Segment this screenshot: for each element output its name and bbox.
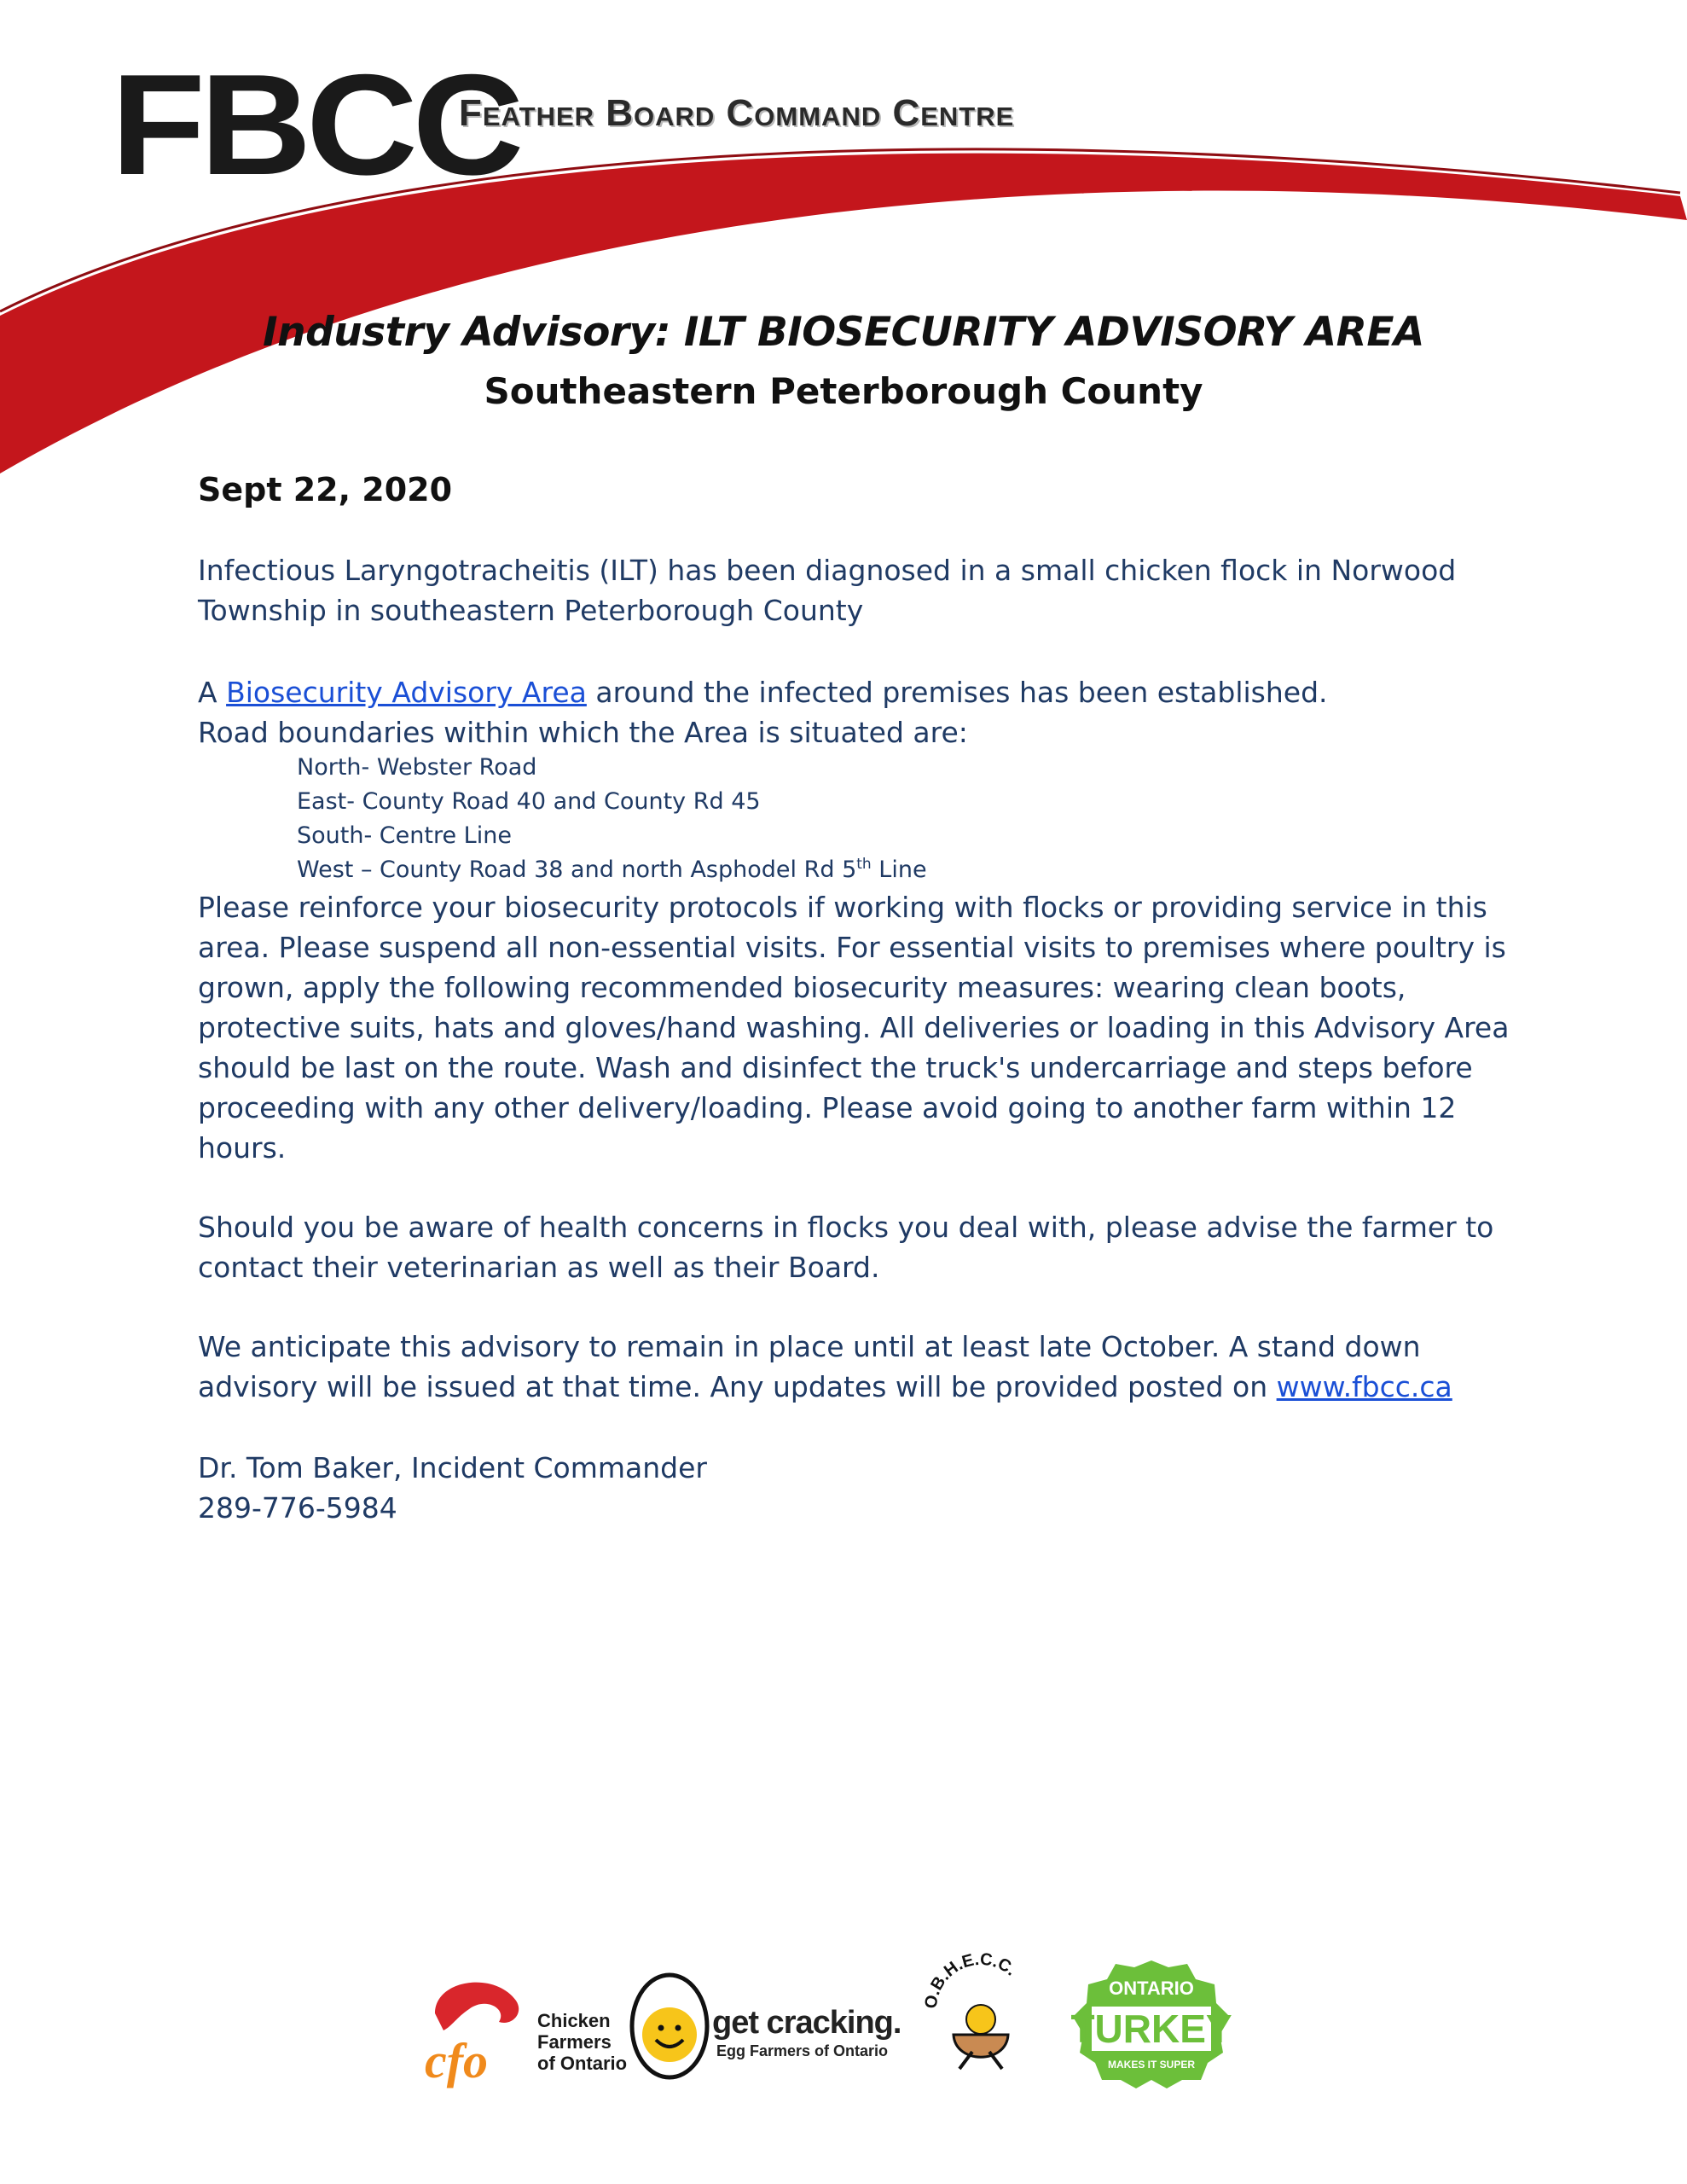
road-west [297, 853, 927, 887]
paragraph-diagnosis: Infectious Laryngotracheitis (ILT) has been diagnosed in a small chicken flock in Norwood Township in southeastern Peterborough County [198, 554, 1457, 627]
fbcc-logo: FBCC [111, 44, 519, 205]
footer-logos [409, 1937, 1279, 2107]
egg-smiley-icon [627, 1966, 712, 2082]
ontario-turkey-logo-icon [1066, 1955, 1237, 2092]
p2-suffix: around the infected premises has been established. [586, 676, 1328, 709]
road-west-suffix: Line [871, 857, 927, 883]
turkey-sub-text: MAKES IT SUPER [1107, 2059, 1196, 2071]
biosecurity-advisory-area-link[interactable]: Biosecurity Advisory Area [226, 676, 587, 709]
turkey-top-text: ONTARIO [1109, 1978, 1194, 1999]
road-east: East- County Road 40 and County Rd 45 [297, 788, 761, 815]
road-west-sup: th [856, 856, 872, 873]
cfo-logo-icon [418, 1962, 537, 2090]
cfo-name [537, 2010, 627, 2074]
obhecc-logo-icon [921, 1941, 1041, 2099]
road-west-text: West – County Road 38 and north Asphodel Rd 5 [297, 857, 857, 883]
p2-prefix: A [198, 676, 227, 709]
cfo-line1: Chicken [537, 2010, 611, 2031]
road-north: North- Webster Road [297, 754, 537, 781]
advisory-date: Sept 22, 2020 [198, 471, 453, 508]
logo-tagline: Feather Board Command Centre [459, 92, 1015, 134]
road-south: South- Centre Line [297, 822, 512, 849]
egg-farmers-subtitle: Egg Farmers of Ontario [716, 2042, 889, 2059]
advisory-title: Industry Advisory: ILT BIOSECURITY ADVISORY AREA [263, 309, 1424, 356]
cfo-line3: of Ontario [537, 2053, 628, 2074]
paragraph-health-concerns: Should you be aware of health concerns in flocks you deal with, please advise the farmer to contact their veterinarian as well as their Board. [198, 1211, 1494, 1284]
svg-text:O.B.H.E.C.C. [922, 1950, 1020, 2010]
paragraph-duration [198, 1327, 1528, 1407]
signature-block [198, 1448, 1528, 1528]
signature-phone: 289-776-5984 [198, 1491, 397, 1525]
cfo-line2: Farmers [537, 2031, 612, 2053]
signature-name: Dr. Tom Baker, Incident Commander [198, 1451, 707, 1484]
p5-text: We anticipate this advisory to remain in place until at least late October. A stand down advisory will be issued at that time. Any updates will be provided posted on [198, 1330, 1421, 1403]
advisory-subtitle: Southeastern Peterborough County [484, 370, 1203, 412]
obhecc-text: O.B.H.E.C.C. [921, 1949, 1020, 2010]
road-boundaries-list [297, 751, 927, 887]
paragraph-advisory-area [198, 672, 1528, 752]
get-cracking-wordmark: get cracking. [712, 2005, 901, 2041]
fbcc-website-link[interactable]: www.fbcc.ca [1276, 1370, 1452, 1403]
p2-line2: Road boundaries within which the Area is situated are: [198, 716, 968, 749]
cfo-mark: cfo [425, 2033, 489, 2088]
turkey-main-text: TURKEY [1070, 2007, 1232, 2051]
paragraph-biosecurity-measures: Please reinforce your biosecurity protocols if working with flocks or providing service in this area. Please suspend all non-essential visits. For essential visits to premises where poultry is grown, apply the following recommended biosecurity measures: wearing clean boots, protective suits, hats and gloves/hand washing. All deliveries or loading in this Advisory Area should be last on the route. Wash and disinfect the truck's undercarriage and steps before proceeding with any other delivery/loading. Please avoid going to another farm within 12 hours. [198, 891, 1510, 1165]
